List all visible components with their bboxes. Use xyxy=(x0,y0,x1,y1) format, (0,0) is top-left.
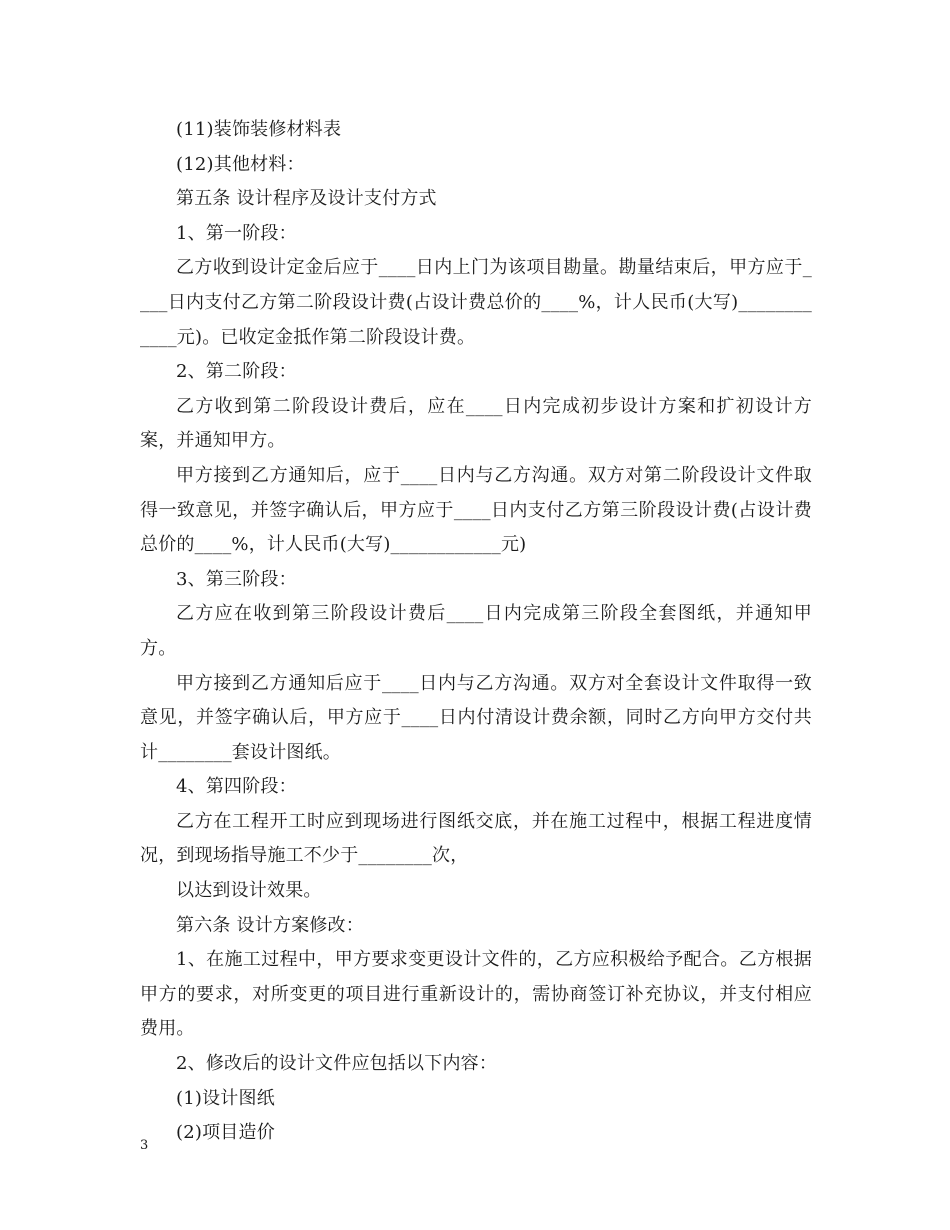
stage-4-paragraph: 乙方在工程开工时应到现场进行图纸交底，并在施工过程中，根据工程进度情况，到现场指导施工不少于________次， xyxy=(140,810,812,867)
stage-4-paragraph-continued: 以达到设计效果。 xyxy=(176,880,322,902)
stage-2-paragraph-2: 甲方接到乙方通知后，应于____日内与乙方沟通。双方对第二阶段设计文件取得一致意见，并签字确认后，甲方应于____日内支付乙方第三阶段设计费(占设计费总价的____%，计人民币(大写)____________元) xyxy=(140,464,812,556)
stage-3-paragraph-1: 乙方应在收到第三阶段设计费后____日内完成第三阶段全套图纸，并通知甲方。 xyxy=(140,603,812,659)
article-6-heading: 第六条 设计方案修改： xyxy=(176,914,364,936)
stage-4-heading: 4、第四阶段： xyxy=(176,776,297,798)
stage-1-paragraph: 乙方收到设计定金后应于____日内上门为该项目勘量。勘量结束后，甲方应于____日内支付乙方第二阶段设计费(占设计费总价的____%，计人民币(大写)____________元)。已收定金抵作第二阶段设计费。 xyxy=(140,257,812,348)
stage-1-heading: 1、第一阶段： xyxy=(176,222,297,244)
document-body xyxy=(140,113,812,1151)
stage-3-paragraph-2: 甲方接到乙方通知后应于____日内与乙方沟通。双方对全套设计文件取得一致意见，并签字确认后，甲方应于____日内付清设计费余额，同时乙方向甲方交付共计________套设计图纸。 xyxy=(140,672,812,763)
article-6-item-1: 1、在施工过程中，甲方要求变更设计文件的，乙方应积极给予配合。乙方根据甲方的要求，对所变更的项目进行重新设计的，需协商签订补充协议，并支付相应费用。 xyxy=(140,949,812,1040)
list-item-other-materials: (12)其他材料： xyxy=(176,153,305,175)
page-number: 3 xyxy=(140,1138,149,1153)
list-item-design-drawings: (1)设计图纸 xyxy=(176,1087,275,1109)
article-6-item-2: 2、修改后的设计文件应包括以下内容： xyxy=(176,1053,498,1075)
list-item-project-cost: (2)项目造价 xyxy=(176,1122,275,1144)
stage-2-paragraph-1: 乙方收到第二阶段设计费后，应在____日内完成初步设计方案和扩初设计方案，并通知甲方。 xyxy=(140,395,812,452)
article-5-heading: 第五条 设计程序及设计支付方式 xyxy=(176,188,437,210)
stage-3-heading: 3、第三阶段： xyxy=(176,568,297,590)
stage-2-heading: 2、第二阶段： xyxy=(176,361,297,383)
list-item-decoration-materials: (11)装饰装修材料表 xyxy=(176,119,342,140)
